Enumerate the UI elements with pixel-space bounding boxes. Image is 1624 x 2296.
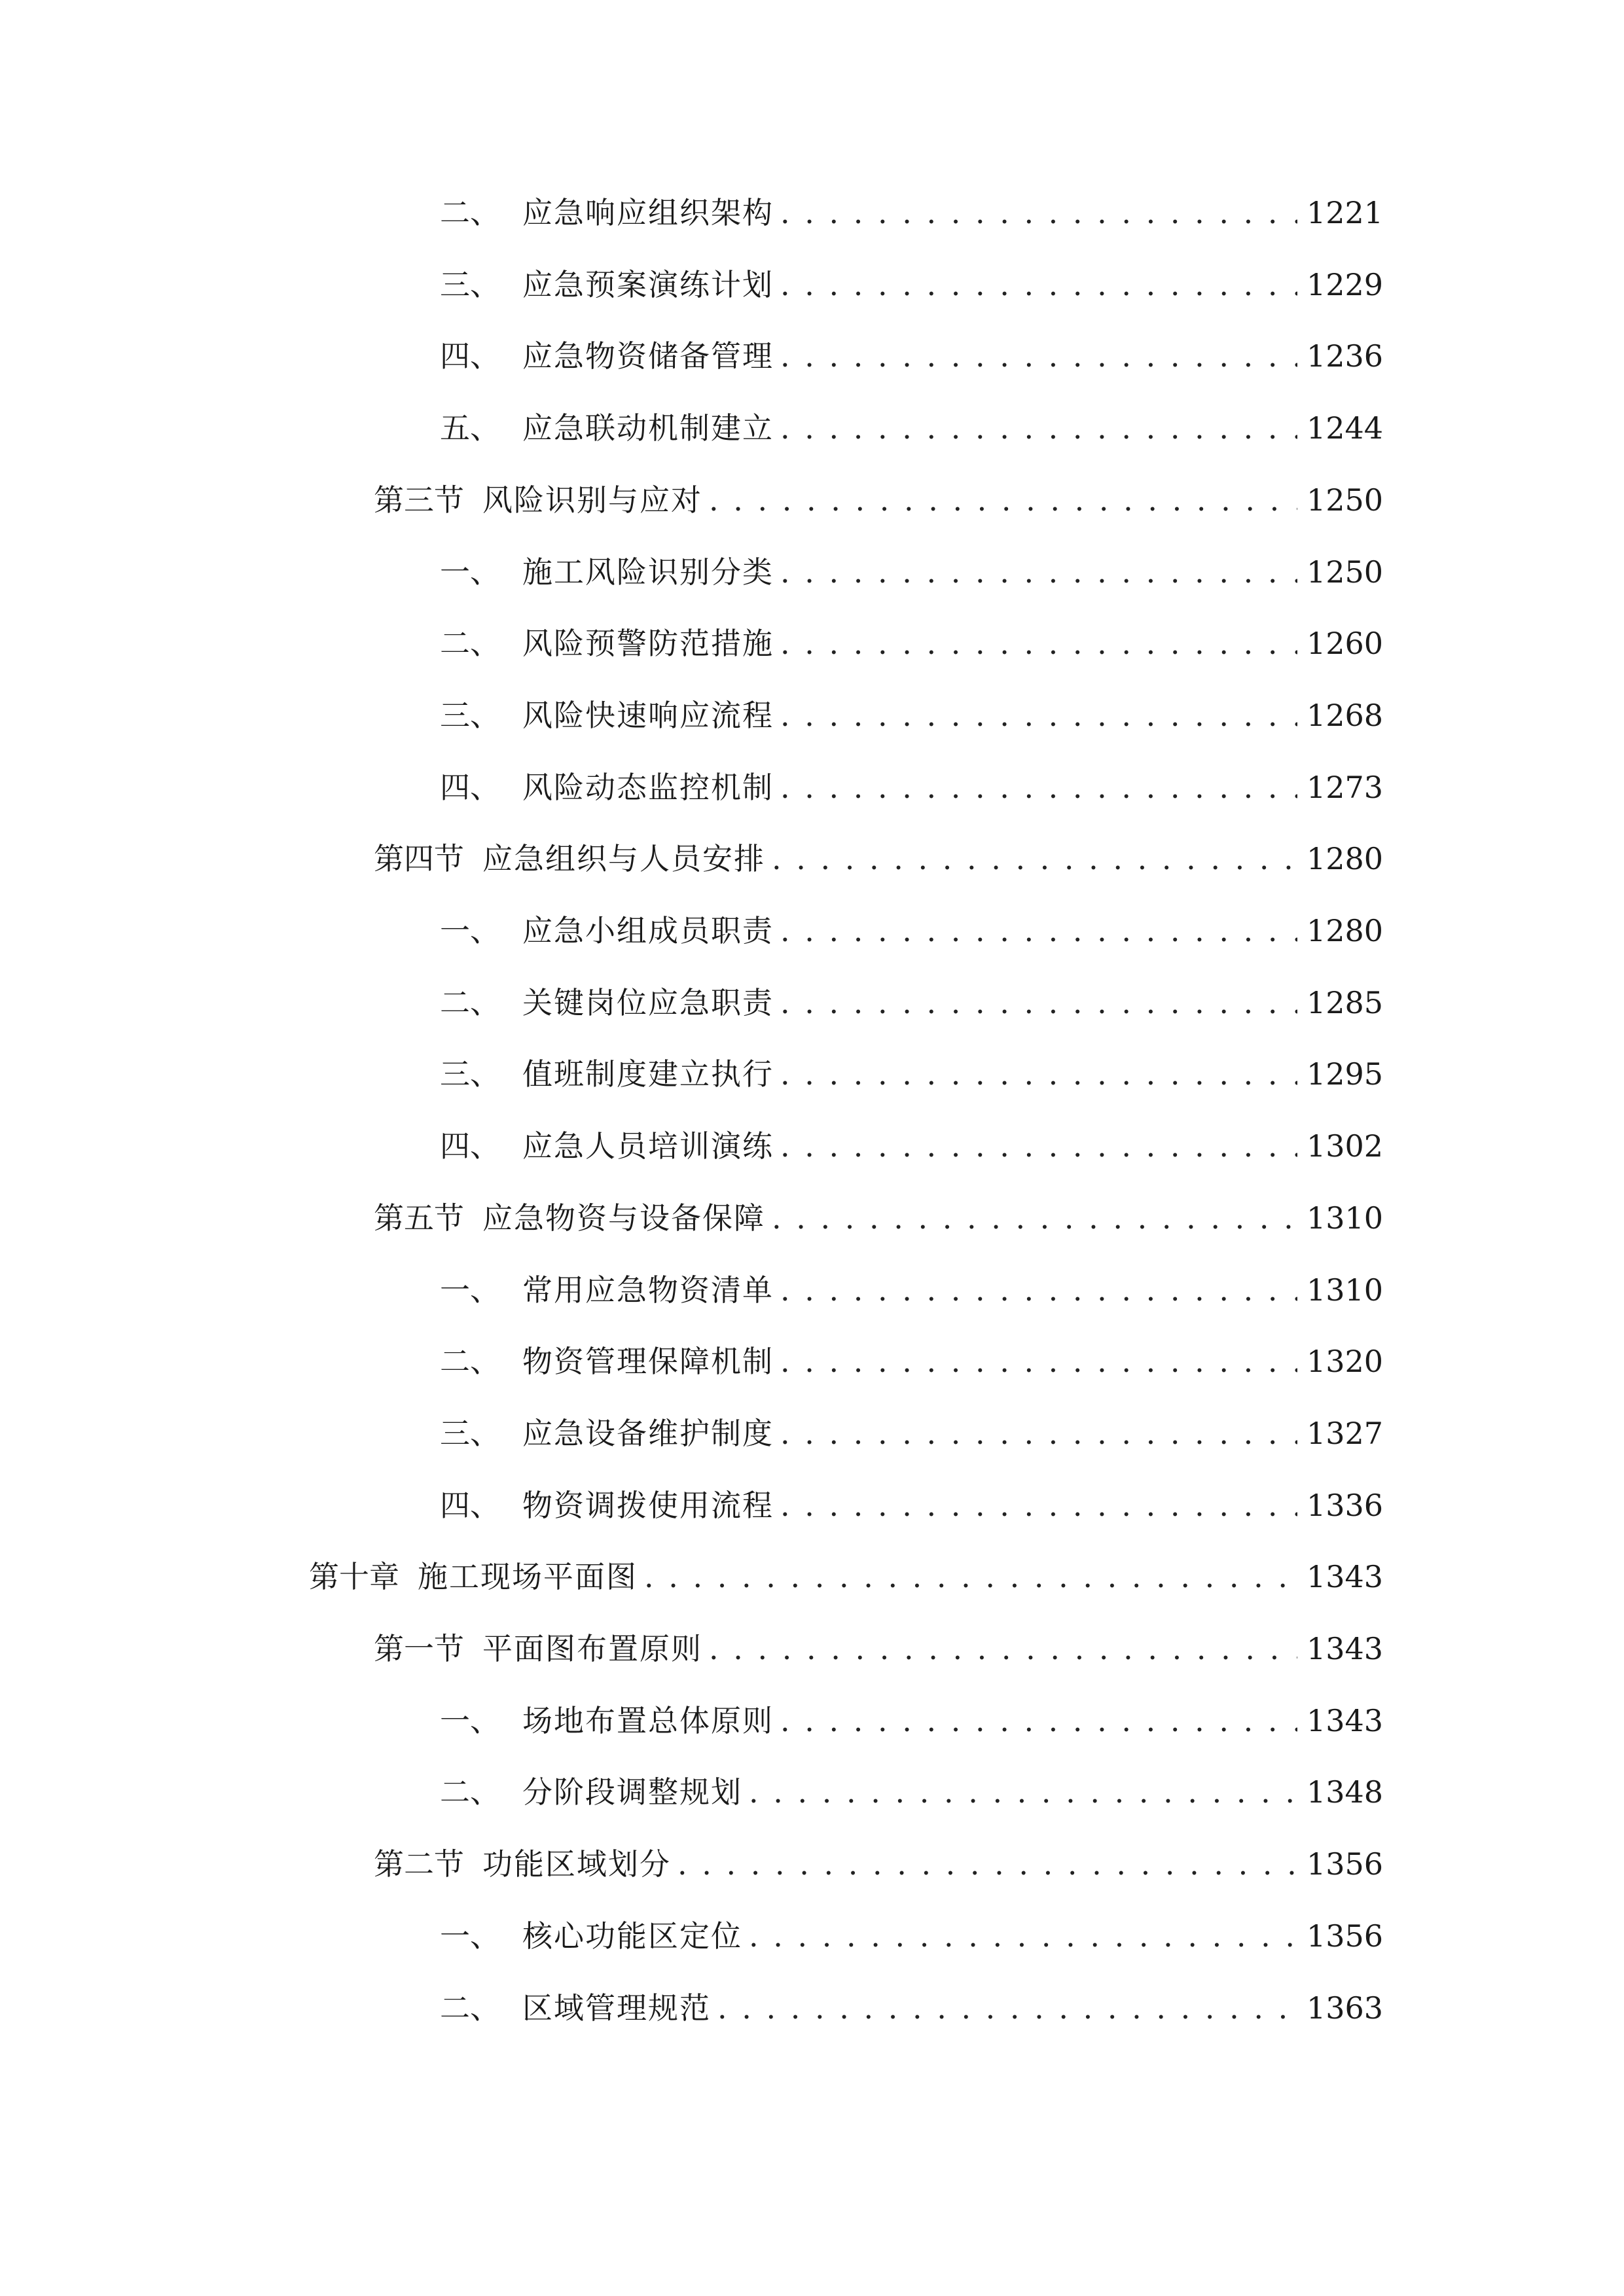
toc-entry-title: 功能区域划分: [482, 1846, 671, 1882]
toc-entry-title: 风险识别与应对: [482, 482, 702, 518]
toc-entry[interactable]: [440, 333, 1384, 379]
toc-entry-page-number: 1310: [1307, 1200, 1384, 1236]
toc-entry-number: 二、: [440, 985, 500, 1020]
toc-entry-title: 风险动态监控机制: [522, 770, 774, 805]
toc-entry-number: 二、: [440, 1774, 500, 1810]
toc-entry-page-number: 1302: [1307, 1128, 1384, 1164]
toc-entry-page-number: 1336: [1307, 1488, 1384, 1523]
toc-entry-number: 四、: [440, 1128, 500, 1164]
toc-entry-page-number: 1260: [1307, 626, 1384, 661]
toc-entry-title: 施工现场平面图: [418, 1559, 638, 1594]
toc-entry-title: 应急物资储备管理: [522, 338, 774, 374]
toc-entry[interactable]: [440, 1051, 1384, 1097]
toc-entry-number: 五、: [440, 410, 500, 446]
toc-dot-leader: [780, 980, 1297, 1026]
toc-entry-number: 一、: [440, 1918, 500, 1954]
toc-entry-page-number: 1280: [1307, 841, 1384, 876]
toc-dot-leader: [780, 262, 1297, 308]
toc-entry-title: 应急组织与人员安排: [482, 841, 765, 876]
toc-entry[interactable]: [440, 1985, 1384, 2031]
toc-entry-page-number: 1343: [1307, 1631, 1384, 1666]
toc-entry-title: 应急联动机制建立: [522, 410, 774, 446]
toc-entry[interactable]: [440, 1410, 1384, 1456]
toc-dot-leader: [677, 1841, 1297, 1887]
toc-entry[interactable]: [440, 1267, 1384, 1313]
toc-entry-number: 二、: [440, 626, 500, 661]
toc-entry-number: 一、: [440, 554, 500, 590]
toc-entry[interactable]: [374, 477, 1384, 523]
toc-entry-number: 四、: [440, 770, 500, 805]
toc-dot-leader: [749, 1769, 1297, 1815]
toc-entry-number: 三、: [440, 1056, 500, 1092]
toc-entry-page-number: 1320: [1307, 1344, 1384, 1379]
toc-entry-page-number: 1244: [1307, 410, 1384, 446]
toc-entry-number: 四、: [440, 338, 500, 374]
toc-dot-leader: [749, 1913, 1297, 1959]
toc-entry-number: 第二节: [374, 1846, 464, 1882]
toc-dot-leader: [709, 477, 1297, 523]
toc-entry-page-number: 1356: [1307, 1918, 1384, 1954]
toc-entry-title: 应急预案演练计划: [522, 267, 774, 302]
toc-entry-page-number: 1280: [1307, 913, 1384, 948]
toc-entry-number: 三、: [440, 267, 500, 302]
toc-entry-number: 第四节: [374, 841, 464, 876]
toc-dot-leader: [717, 1985, 1297, 2031]
toc-entry[interactable]: [440, 262, 1384, 308]
toc-entry[interactable]: [440, 908, 1384, 954]
toc-entry-title: 核心功能区定位: [522, 1918, 742, 1954]
toc-dot-leader: [780, 1482, 1297, 1528]
toc-entry-page-number: 1273: [1307, 770, 1384, 805]
toc-dot-leader: [780, 333, 1297, 379]
table-of-contents: [0, 190, 1624, 2088]
toc-entry-page-number: 1295: [1307, 1056, 1384, 1092]
toc-entry[interactable]: [440, 764, 1384, 810]
toc-entry[interactable]: [440, 1123, 1384, 1169]
toc-entry[interactable]: [440, 1482, 1384, 1528]
toc-entry-title: 区域管理规范: [522, 1990, 711, 2026]
toc-dot-leader: [780, 908, 1297, 954]
toc-entry-title: 值班制度建立执行: [522, 1056, 774, 1092]
toc-entry-page-number: 1250: [1307, 482, 1384, 518]
toc-dot-leader: [780, 1338, 1297, 1384]
toc-dot-leader: [780, 764, 1297, 810]
toc-entry[interactable]: [440, 1338, 1384, 1384]
toc-entry-number: 一、: [440, 1703, 500, 1738]
toc-entry-page-number: 1343: [1307, 1703, 1384, 1738]
toc-entry-page-number: 1348: [1307, 1774, 1384, 1810]
toc-entry-page-number: 1363: [1307, 1990, 1384, 2026]
toc-entry[interactable]: [374, 1626, 1384, 1672]
toc-entry-title: 应急物资与设备保障: [482, 1200, 765, 1236]
toc-entry[interactable]: [440, 190, 1384, 236]
toc-entry-title: 风险预警防范措施: [522, 626, 774, 661]
toc-entry-title: 应急人员培训演练: [522, 1128, 774, 1164]
toc-entry-title: 施工风险识别分类: [522, 554, 774, 590]
toc-entry-title: 常用应急物资清单: [522, 1272, 774, 1308]
toc-entry-number: 第五节: [374, 1200, 464, 1236]
toc-dot-leader: [780, 692, 1297, 738]
toc-entry[interactable]: [440, 980, 1384, 1026]
toc-entry-title: 场地布置总体原则: [522, 1703, 774, 1738]
toc-entry-title: 关键岗位应急职责: [522, 985, 774, 1020]
toc-entry-number: 四、: [440, 1488, 500, 1523]
toc-entry-number: 一、: [440, 1272, 500, 1308]
toc-entry-title: 应急小组成员职责: [522, 913, 774, 948]
toc-entry[interactable]: [374, 836, 1384, 882]
toc-entry-title: 平面图布置原则: [482, 1631, 702, 1666]
toc-entry[interactable]: [440, 692, 1384, 738]
toc-entry[interactable]: [440, 1769, 1384, 1815]
toc-entry[interactable]: [440, 1698, 1384, 1744]
toc-dot-leader: [780, 405, 1297, 451]
toc-dot-leader: [780, 1410, 1297, 1456]
toc-dot-leader: [709, 1626, 1297, 1672]
toc-entry-number: 第三节: [374, 482, 464, 518]
toc-entry-number: 二、: [440, 195, 500, 230]
toc-entry-number: 三、: [440, 698, 500, 733]
toc-entry-page-number: 1343: [1307, 1559, 1384, 1594]
toc-entry-page-number: 1310: [1307, 1272, 1384, 1308]
toc-entry[interactable]: [374, 1195, 1384, 1241]
toc-dot-leader: [780, 190, 1297, 236]
toc-entry-title: 物资管理保障机制: [522, 1344, 774, 1379]
toc-entry-number: 二、: [440, 1990, 500, 2026]
toc-entry-number: 二、: [440, 1344, 500, 1379]
toc-dot-leader: [644, 1554, 1297, 1600]
toc-entry-number: 第十章: [309, 1559, 399, 1594]
toc-entry-page-number: 1229: [1307, 267, 1384, 302]
toc-dot-leader: [780, 1267, 1297, 1313]
toc-dot-leader: [780, 1123, 1297, 1169]
toc-entry[interactable]: [374, 1841, 1384, 1887]
toc-dot-leader: [780, 1051, 1297, 1097]
toc-entry[interactable]: [440, 405, 1384, 451]
toc-entry-page-number: 1236: [1307, 338, 1384, 374]
toc-entry-page-number: 1268: [1307, 698, 1384, 733]
toc-dot-leader: [780, 1698, 1297, 1744]
toc-entry-page-number: 1356: [1307, 1846, 1384, 1882]
toc-entry-page-number: 1285: [1307, 985, 1384, 1020]
toc-dot-leader: [772, 836, 1297, 882]
toc-entry-number: 第一节: [374, 1631, 464, 1666]
toc-entry[interactable]: [440, 1913, 1384, 1959]
toc-entry-title: 应急响应组织架构: [522, 195, 774, 230]
toc-entry-title: 物资调拨使用流程: [522, 1488, 774, 1523]
toc-entry-title: 风险快速响应流程: [522, 698, 774, 733]
toc-entry[interactable]: [309, 1554, 1384, 1600]
toc-entry-title: 分阶段调整规划: [522, 1774, 742, 1810]
toc-entry-page-number: 1221: [1307, 195, 1384, 230]
toc-entry-number: 三、: [440, 1416, 500, 1451]
toc-entry-page-number: 1250: [1307, 554, 1384, 590]
toc-entry[interactable]: [440, 549, 1384, 595]
toc-dot-leader: [772, 1195, 1297, 1241]
toc-dot-leader: [780, 620, 1297, 666]
toc-entry-number: 一、: [440, 913, 500, 948]
toc-entry-title: 应急设备维护制度: [522, 1416, 774, 1451]
toc-entry[interactable]: [440, 620, 1384, 666]
toc-dot-leader: [780, 549, 1297, 595]
toc-entry-page-number: 1327: [1307, 1416, 1384, 1451]
